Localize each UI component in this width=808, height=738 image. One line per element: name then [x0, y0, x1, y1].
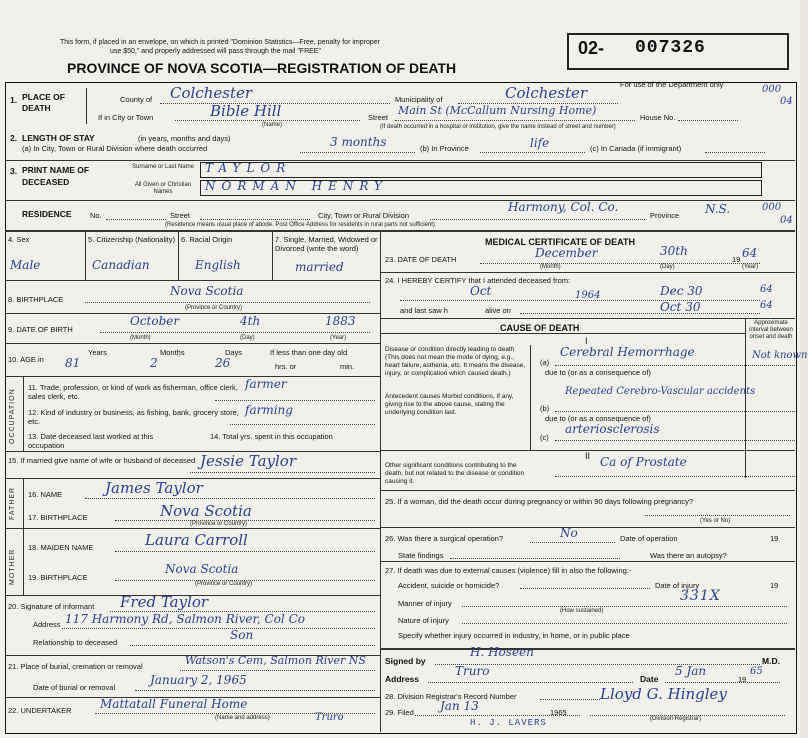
death-month: December: [535, 246, 598, 260]
cause-code: 331X: [680, 588, 721, 604]
name-label: PRINT NAME OF DECEASED: [22, 165, 90, 187]
dept-code-1: 000: [762, 84, 782, 95]
street-label: Street: [368, 113, 389, 122]
industry-label: 12. Kind of industry or business, as fishing, bank, grocery store, etc.: [28, 408, 239, 426]
q25-label: 25. If a woman, did the death occur during pregnancy or within 90 days following pregnancy?: [385, 497, 694, 506]
origin-value: English: [195, 258, 241, 272]
citizenship-label: 5. Citizenship (Nationality): [88, 235, 176, 244]
due-to-1: due to (or as a consequence of): [545, 368, 651, 377]
attended-to: Dec 30: [660, 284, 703, 298]
father-side-label: FATHER: [9, 486, 16, 520]
how-sustained-caption: (How sustained): [560, 608, 604, 614]
antecedent-label: Antecedent causes Morbid conditions, if any, giving rise to the above cause, stating the underlying condition last.: [385, 393, 514, 416]
signed-date-label: Date: [640, 674, 659, 684]
city-label: If in City or Town: [98, 113, 154, 122]
residence-street-label: Street: [170, 211, 191, 220]
signed-address: Truro: [455, 664, 490, 678]
dob-month-caption: (Month): [130, 335, 151, 341]
marital-label: 7. Single, Married, Widowed or Divorced (write the word): [275, 235, 378, 253]
stay-b-value: life: [530, 136, 550, 150]
informant-address-label: Address: [33, 620, 61, 629]
cause-title: CAUSE OF DEATH: [500, 323, 580, 333]
attended-from: Oct: [470, 284, 492, 298]
residence-note: (Residence means usual place of abode. Post Office Address for residents in rural parts not sufficient): [165, 222, 435, 228]
q27-label: 27. If death was due to external causes (violence) fill in also the following:-: [385, 566, 632, 575]
op-date-label: Date of operation: [620, 534, 678, 543]
manner-label: Manner of injury: [398, 599, 452, 608]
signed-address-label: Address: [385, 674, 420, 684]
death-day-caption: (Day): [660, 264, 675, 270]
date-of-death-label: 23. DATE OF DEATH: [385, 255, 457, 264]
mother-birthplace-value: Nova Scotia: [165, 562, 239, 576]
municipality-label: Municipality of: [395, 95, 443, 104]
residence-province-value: N.S.: [705, 202, 731, 216]
days-label: Days: [225, 348, 243, 357]
q26-label: 26. Was there a surgical operation?: [385, 534, 504, 543]
birthplace-caption: (Province or Country): [185, 305, 243, 311]
injury-date-label: Date of injury: [655, 581, 700, 590]
mother-birthplace-label: 19. BIRTHPLACE: [28, 573, 88, 582]
stay-sub: (in years, months and days): [138, 134, 231, 143]
filed-year: 1965: [550, 708, 567, 717]
given-value: NORMAN HENRY: [205, 179, 388, 193]
months-value: 2: [150, 356, 158, 370]
medical-title: MEDICAL CERTIFICATE OF DEATH: [485, 237, 635, 247]
undertaker-address: Truro: [315, 712, 344, 723]
wife-value: Jessie Taylor: [200, 452, 296, 470]
days-value: 26: [215, 356, 231, 370]
father-name-value: James Taylor: [105, 479, 203, 497]
name-num: 3.: [10, 166, 18, 176]
county-label: County of: [120, 95, 153, 104]
md-label: M.D.: [762, 656, 780, 666]
occupation-side-label: OCCUPATION: [9, 388, 16, 444]
dob-month: October: [130, 314, 180, 328]
sex-label: 4. Sex: [8, 235, 30, 244]
citizenship-value: Canadian: [92, 258, 150, 272]
city-value: Bible Hill: [210, 102, 282, 120]
informant-sig-label: 20. Signature of informant: [8, 602, 95, 611]
attended-from-year: 1964: [575, 290, 601, 301]
place-num: 1.: [10, 95, 18, 105]
birthplace-label: 8. BIRTHPLACE: [8, 295, 64, 304]
given-label: All Given or Christian Names: [134, 182, 192, 195]
relationship-label: Relationship to deceased: [33, 638, 118, 647]
dept-code-2: 000: [762, 202, 782, 213]
filed-date: Jan 13: [440, 699, 479, 713]
roman-one: I: [585, 336, 588, 346]
mother-side-label: MOTHER: [9, 548, 16, 585]
attended-to-year: 64: [760, 284, 773, 295]
months-label: Months: [160, 348, 185, 357]
form-title: PROVINCE OF NOVA SCOTIA—REGISTRATION OF DEATH: [67, 60, 457, 76]
county-value: Colchester: [170, 84, 253, 102]
registrar-stamp: H. J. LAVERS: [470, 718, 547, 728]
hrs-label: hrs. or: [275, 362, 297, 371]
specify-label: Specify whether injury occurred in industry, in home, or in public place: [398, 631, 630, 640]
mail-notice-line1: This form, if placed in an envelope, on which is printed "Dominion Statistics—Free, penalty for improper: [60, 39, 380, 46]
marital-value: married: [295, 260, 344, 274]
residence-province-label: Province: [650, 211, 680, 220]
other-conditions: Ca of Prostate: [600, 455, 687, 469]
father-bp-caption: (Province or Country): [190, 521, 248, 527]
father-name-label: 16. NAME: [28, 490, 63, 499]
house-label: House No.: [640, 113, 676, 122]
residence-city-label: City, Town or Rural Division: [318, 211, 409, 220]
birthplace-value: Nova Scotia: [170, 284, 244, 298]
origin-label: 6. Racial Origin: [181, 235, 233, 244]
mail-notice-line2: use $50," and properly addressed will pass through the mail "FREE": [110, 48, 321, 55]
nature-label: Nature of injury: [398, 616, 449, 625]
death-month-caption: (Month): [540, 264, 561, 270]
interval-label: Approximate interval between onset and death: [749, 320, 793, 340]
dob-label: 9. DATE OF BIRTH: [8, 325, 73, 334]
signed-year: 65: [750, 666, 763, 677]
last-saw-year: 64: [760, 300, 773, 311]
municipality-value: Colchester: [505, 84, 588, 102]
less-than-day-label: If less than one day old: [270, 348, 348, 357]
dept-code-1b: 04: [780, 96, 793, 107]
signed-date: 5 Jan: [675, 664, 707, 678]
relationship-value: Son: [230, 628, 254, 642]
q28-label: 28. Division Registrar's Record Number: [385, 692, 517, 701]
cause-b: Repeated Cerebro-Vascular accidents: [565, 386, 756, 397]
stay-b-label: (b) In Province: [420, 144, 469, 153]
cause-a: Cerebral Hemorrhage: [560, 345, 695, 359]
burial-date: January 2, 1965: [150, 673, 247, 687]
registration-prefix: 02-: [578, 38, 605, 58]
cause-a-interval: Not known: [752, 350, 808, 361]
burial-date-label: Date of burial or removal: [33, 683, 116, 692]
trade-value: farmer: [245, 377, 287, 391]
undertaker-label: 22. UNDERTAKER: [8, 706, 72, 715]
signed-by-value: H. Hoseen: [470, 645, 534, 659]
death-year-prefix: 19: [732, 255, 741, 264]
autopsy-label: Was there an autopsy?: [650, 551, 727, 560]
informant-sig: Fred Taylor: [120, 593, 209, 611]
stay-line-a: (a) In City, Town or Rural Division where death occurred: [22, 144, 208, 153]
alive-on-label: alive on: [485, 306, 511, 315]
accident-label: Accident, suicide or homicide?: [398, 581, 500, 590]
trade-label: 11. Trade, profession, or kind of work as fisherman, office clerk, sales clerk, etc.: [28, 383, 238, 401]
stay-num: 2.: [10, 133, 18, 143]
death-year: 64: [742, 246, 758, 260]
certify-label: 24. I HEREBY CERTIFY that I attended deceased from:: [385, 276, 571, 285]
cause-c: arteriosclerosis: [565, 422, 660, 436]
registration-number: 007326: [635, 38, 706, 58]
other-conditions-label: Other significant conditions contributing to the death, but not related to the disease or condition causing it.: [385, 462, 525, 485]
total-years-label: 14. Total yrs. spent in this occupation: [210, 432, 333, 441]
residence-label: RESIDENCE: [22, 209, 72, 219]
dob-day-caption: (Day): [240, 335, 255, 341]
last-saw-label: and last saw h: [400, 306, 448, 315]
informant-address: 117 Harmony Rd, Salmon River, Col Co: [65, 612, 305, 626]
last-worked-label: 13. Date deceased last worked at this occupation: [28, 432, 154, 450]
signed-by-label: Signed by: [385, 656, 426, 666]
father-birthplace-value: Nova Scotia: [160, 502, 252, 520]
place-label: PLACE OF DEATH: [22, 92, 65, 113]
undertaker-caption: (Name and address): [215, 715, 270, 721]
q26-value: No: [560, 526, 578, 540]
death-registration-form: This form, if placed in an envelope, on which is printed "Dominion Statistics—Free, penalty for improper use $50," and properly addressed will pass through the mail "FREE" PROVINCE OF NOVA SCOTIA—REGISTRATION OF DEATH 02- 007326 For use of the Department only 000 04 1. PLACE OF DEATH County of Colchester Municipality of Colchester If in City or Town Bible Hill (Name) Street Main St (McCallum Nursing Home) House No. (If death occurred in a hospital or institution, give the name instead of street and number) 2. LENGTH OF STAY (in years, months and days) (a) In City, Town or Rural Division where death occurred 3 months (b) In Province life (c) In Canada (if immigrant) 3. PRINT NAME OF DECEASED Surname or Last Name TAYLOR All Given or Christian Names NORMAN HENRY RESIDENCE No. Street City, Town or Rural Division Harmony, Col. Co. Province N.S. 000 04 (Residence means usual place of abode. Post Office Address for residents in rural parts not sufficient) 4. Sex Male 5. Citizenship (Nationality) Canadian 6. Racial Origin English 7. Single, Married, Widowed or Divorced (write the word) married 8. BIRTHPLACE Nova Scotia (Province or Country) 9. DATE OF BIRTH October 4th 1883 (Month) (Day) (Year) 10. AGE in Years 81 Months 2 Days 26 If less than one day old hrs. or min. OCCUPATION 11. Trade, profession, or kind of work as fisherman, office clerk, sales clerk, etc. farmer 12. Kind of industry or business, as fishing, bank, grocery store, etc. farming 13. Date deceased last worked at this occupation 14. Total yrs. spent in this occupation 15. If married give name of wife or husband of deceased Jessie Taylor FATHER 16. NAME James Taylor 17. BIRTHPLACE Nova Scotia (Province or Country) MOTHER 18. MAIDEN NAME Laura Carroll 19. BIRTHPLACE Nova Scotia (Province or Country) 20. Signature of informant Fred Taylor Address 117 Harmony Rd, Salmon River, Col Co Relationship to deceased Son 21. Place of burial, cremation or removal Watson's Cem, Salmon River NS Date of burial or removal January 2, 1965 22. UNDERTAKER Mattatall Funeral Home Truro (Name and address) MEDICAL CERTIFICATE OF DEATH 23. DATE OF DEATH December 30th 19 64 (Month) (Day) (Year) 24. I HEREBY CERTIFY that I attended deceased from: Oct 1964 Dec 30 64 and last saw h alive on Oct 30 64 CAUSE OF DEATH Approximate interval between onset and death I Disease or condition directly leading to death (This does not mean the mode of dying, e.g., heart failure, asthenia, etc. It means the disease, injury, or complication which caused death.) (a) Cerebral Hemorrhage Not known due to (or as a consequence of) Antecedent causes Morbid conditions, if any, giving rise to the above cause, stating the underlying condition last. (b) Repeated Cerebro-Vascular accidents due to (or as a consequence of) (c) arteriosclerosis II Other significant conditions contributing to the death, but not related to the disease or condition causing it. Ca of Prostate 25. If a woman, did the death occur during pregnancy or within 90 days following pregnancy? (Yes or No) 26. Was there a surgical operation? No Date of operation 19 State findings Was there an autopsy? 27. If death was due to external causes (violence) fill in also the following:- Accident, suicide or homicide? Date of injury 19 Manner of injury 331X (How sustained) Nature of injury Specify whether injury occurred in industry, in home, or in public place Signed by H. Hoseen M.D. Address Truro Date 5 Jan 19 65 28. Division Registrar's Record Number 29. Filed Jan 13 1965 Lloyd G. Hingley (Division Registrar) H. J. LAVERS: [0, 0, 800, 738]
surname-label: Surname or Last Name: [131, 164, 195, 170]
death-year-caption: (Year): [742, 264, 759, 270]
age-label: 10. AGE in: [8, 355, 44, 364]
mother-bp-caption: (Province or Country): [195, 581, 253, 587]
years-label: Years: [88, 348, 107, 357]
sex-value: Male: [10, 258, 41, 272]
burial-value: Watson's Cem, Salmon River NS: [185, 654, 366, 667]
mother-name-label: 18. MAIDEN NAME: [28, 543, 94, 552]
city-name-caption: (Name): [262, 122, 283, 128]
dob-year-caption: (Year): [330, 335, 347, 341]
due-to-2: due to (or as a consequence of): [545, 414, 651, 423]
disease-label: Disease or condition directly leading to death (This does not mean the mode of dying, e.g., heart failure, asthenia, etc. It means the disease, injury, or complication which caused death.): [385, 346, 526, 377]
mother-name-value: Laura Carroll: [145, 531, 248, 549]
wife-label: 15. If married give name of wife or husband of deceased: [8, 456, 196, 465]
years-value: 81: [65, 356, 81, 370]
street-value: Main St (McCallum Nursing Home): [398, 104, 597, 117]
surname-value: TAYLOR: [205, 161, 292, 175]
hospital-note: (If death occurred in a hospital or institution, give the name instead of street and number): [380, 124, 616, 130]
stay-c-label: (c) In Canada (if immigrant): [590, 144, 682, 153]
stay-a-value: 3 months: [330, 135, 387, 149]
registrar-caption: (Division Registrar): [650, 716, 702, 722]
department-use-label: For use of the Department only: [620, 80, 724, 89]
state-findings-label: State findings: [398, 551, 444, 560]
q29-label: 29. Filed: [385, 708, 414, 717]
dob-day: 4th: [240, 314, 261, 328]
dept-code-2b: 04: [780, 215, 793, 226]
death-day: 30th: [660, 244, 688, 258]
residence-no-label: No.: [90, 211, 102, 220]
yes-no-caption: (Yes or No): [700, 518, 731, 524]
industry-value: farming: [245, 403, 293, 417]
father-birthplace-label: 17. BIRTHPLACE: [28, 513, 88, 522]
undertaker-value: Mattatall Funeral Home: [100, 697, 248, 711]
registrar-signature: Lloyd G. Hingley: [600, 685, 727, 703]
last-saw-date: Oct 30: [660, 300, 701, 314]
roman-two: II: [585, 451, 591, 461]
min-label: min.: [340, 362, 355, 371]
stay-label: LENGTH OF STAY: [22, 133, 95, 143]
residence-city-value: Harmony, Col. Co.: [508, 200, 619, 214]
dob-year: 1883: [325, 314, 356, 328]
burial-label: 21. Place of burial, cremation or removal: [8, 662, 143, 671]
